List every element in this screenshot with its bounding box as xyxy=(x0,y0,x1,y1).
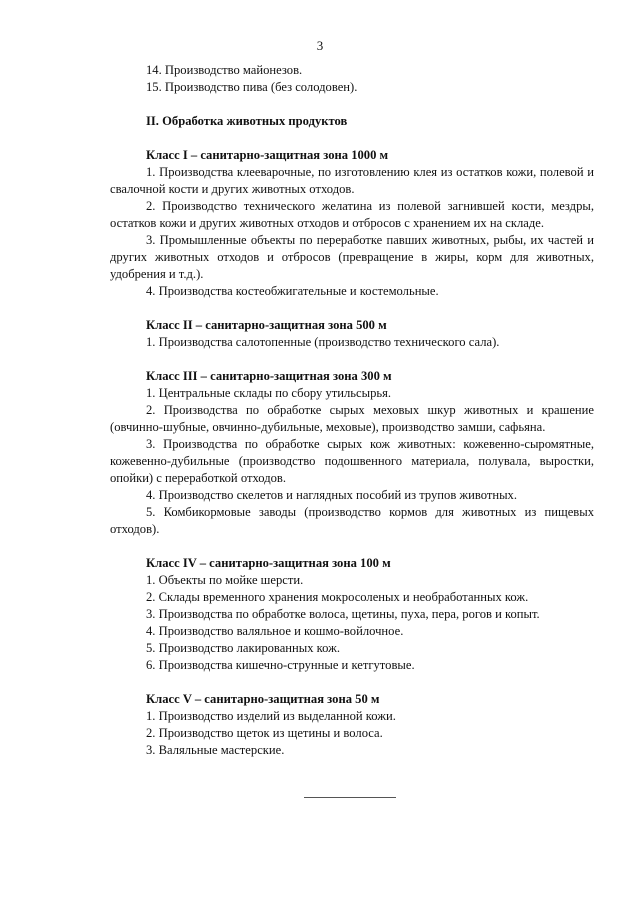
list-item: 2. Производства по обработке сырых меховых шкур животных и крашение (овчинно-шубные, овчинно-дубильные, меховые), производство замши, сафьяна. xyxy=(110,403,594,434)
class-1-heading: Класс I – санитарно-защитная зона 1000 м xyxy=(146,148,389,162)
page-number: 3 xyxy=(316,38,324,53)
footer-rule xyxy=(304,797,396,798)
list-item: 4. Производство валяльное и кошмо-войлочное. xyxy=(146,624,404,638)
class-2-heading: Класс II – санитарно-защитная зона 500 м xyxy=(146,318,387,332)
list-item: 3. Производства по обработке сырых кож животных: кожевенно-сыромятные, кожевенно-дубильные (производство подошвенного материала, полувала, выростки, опойки) с переработкой отходов. xyxy=(110,437,594,485)
class-5-heading: Класс V – санитарно-защитная зона 50 м xyxy=(146,692,380,706)
class-4-heading: Класс IV – санитарно-защитная зона 100 м xyxy=(146,556,391,570)
list-item: 3. Валяльные мастерские. xyxy=(146,743,285,757)
document-body xyxy=(110,62,594,759)
list-item: 4. Производства костеобжигательные и костемольные. xyxy=(146,284,439,298)
list-item: 1. Производства салотопенные (производство технического сала). xyxy=(146,335,500,349)
class-3-heading: Класс III – санитарно-защитная зона 300 м xyxy=(146,369,392,383)
list-item: 15. Производство пива (без солодовен). xyxy=(146,80,358,94)
list-item: 5. Производство лакированных кож. xyxy=(146,641,340,655)
list-item: 3. Промышленные объекты по переработке павших животных, рыбы, их частей и других животных отходов и отбросов (превращение в жиры, корм для животных, удобрения и т.д.). xyxy=(110,233,594,281)
list-item: 3. Производства по обработке волоса, щетины, пуха, пера, рогов и копыт. xyxy=(146,607,540,621)
list-item: 14. Производство майонезов. xyxy=(146,63,303,77)
list-item: 4. Производство скелетов и наглядных пособий из трупов животных. xyxy=(146,488,517,502)
list-item: 5. Комбикормовые заводы (производство кормов для животных из пищевых отходов). xyxy=(110,505,594,536)
list-item: 6. Производства кишечно-струнные и кетгутовые. xyxy=(146,658,415,672)
list-item: 2. Производство щеток из щетины и волоса. xyxy=(146,726,383,740)
section-title: II. Обработка животных продуктов xyxy=(146,114,348,128)
list-item: 1. Производства клееварочные, по изготовлению клея из остатков кожи, полевой и свалочной кости и других животных отходов. xyxy=(110,165,594,196)
list-item: 1. Центральные склады по сбору утильсырья. xyxy=(146,386,392,400)
list-item: 2. Производство технического желатина из полевой загнившей кости, мездры, остатков кожи и других животных отходов и отбросов с хранением их на складе. xyxy=(110,199,594,230)
list-item: 1. Производство изделий из выделанной кожи. xyxy=(146,709,396,723)
list-item: 1. Объекты по мойке шерсти. xyxy=(146,573,304,587)
list-item: 2. Склады временного хранения мокросоленых и необработанных кож. xyxy=(146,590,529,604)
